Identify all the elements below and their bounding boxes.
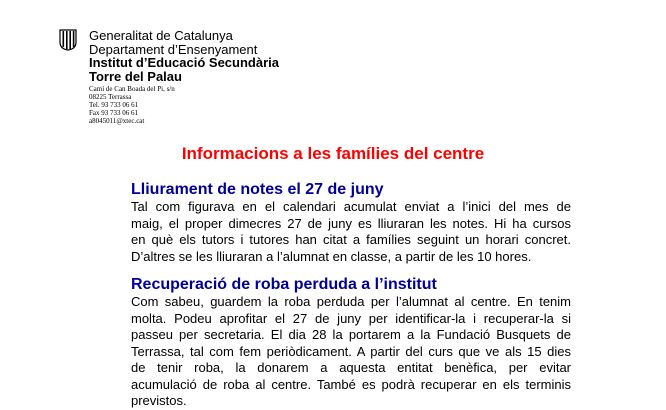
body-line: de tenir roba, la donarem a aquesta entitat benèfica, per evitar (131, 360, 571, 375)
body-line: passeu per secretaria. El dia 28 la portarem a la Fundació Busquets de (131, 327, 571, 342)
body-line: previstos. (131, 393, 187, 408)
body-line: Com sabeu, guardem la roba perduda per l’alumnat al centre. En tenim (131, 294, 571, 309)
body-line: acumulació de roba al centre. També es podrà recuperar en els terminis (131, 376, 571, 392)
body-line: maig, el proper dimecres 27 de juny es lliuraran les notes. Hi ha cursos (131, 215, 571, 231)
letterhead (89, 29, 279, 125)
section-heading: Recuperació de roba perduda a l’institut (131, 276, 437, 293)
section-body (131, 294, 571, 410)
body-line: molta. Podeu aprofitar el 27 de juny per identificar-la i recuperar-la si (131, 310, 571, 326)
section-notes (131, 181, 571, 265)
section-body (131, 199, 571, 265)
body-line: en què els tutors i tutores han citat a famílies seguint un horari concret. (131, 232, 571, 247)
letterhead-department: Departament d’Ensenyament (89, 41, 258, 57)
address-phone: Tel. 93 733 06 61 (89, 101, 139, 109)
section-heading: Lliurament de notes el 27 de juny (131, 181, 384, 198)
section-lost-clothes (131, 276, 571, 410)
generalitat-logo (59, 29, 77, 51)
address-email: a8045011@xtec.cat (89, 117, 145, 125)
body-line: D’altres se les lliuraran a l’alumnat en classe, a partir de les 10 hores. (131, 248, 532, 264)
letterhead-government: Generalitat de Catalunya (89, 28, 233, 43)
address-city: 08225 Terrassa (89, 93, 132, 101)
address-fax: Fax 93 733 06 61 (89, 109, 138, 117)
body-line: Tal com figurava en el calendari acumulat enviat a l’inici del mes de (131, 199, 571, 214)
letterhead-institute: Institut d’Educació Secundària (89, 55, 279, 70)
body-line: Terrassa, tal com fem periòdicament. A partir del curs que ve als 15 dies (131, 343, 571, 359)
letterhead-school-name: Torre del Palau (89, 68, 182, 84)
letterhead-address (89, 85, 279, 125)
page-title: Informacions a les famílies del centre (181, 144, 485, 163)
address-street: Camí de Can Boada del Pi, s/n (89, 85, 175, 93)
